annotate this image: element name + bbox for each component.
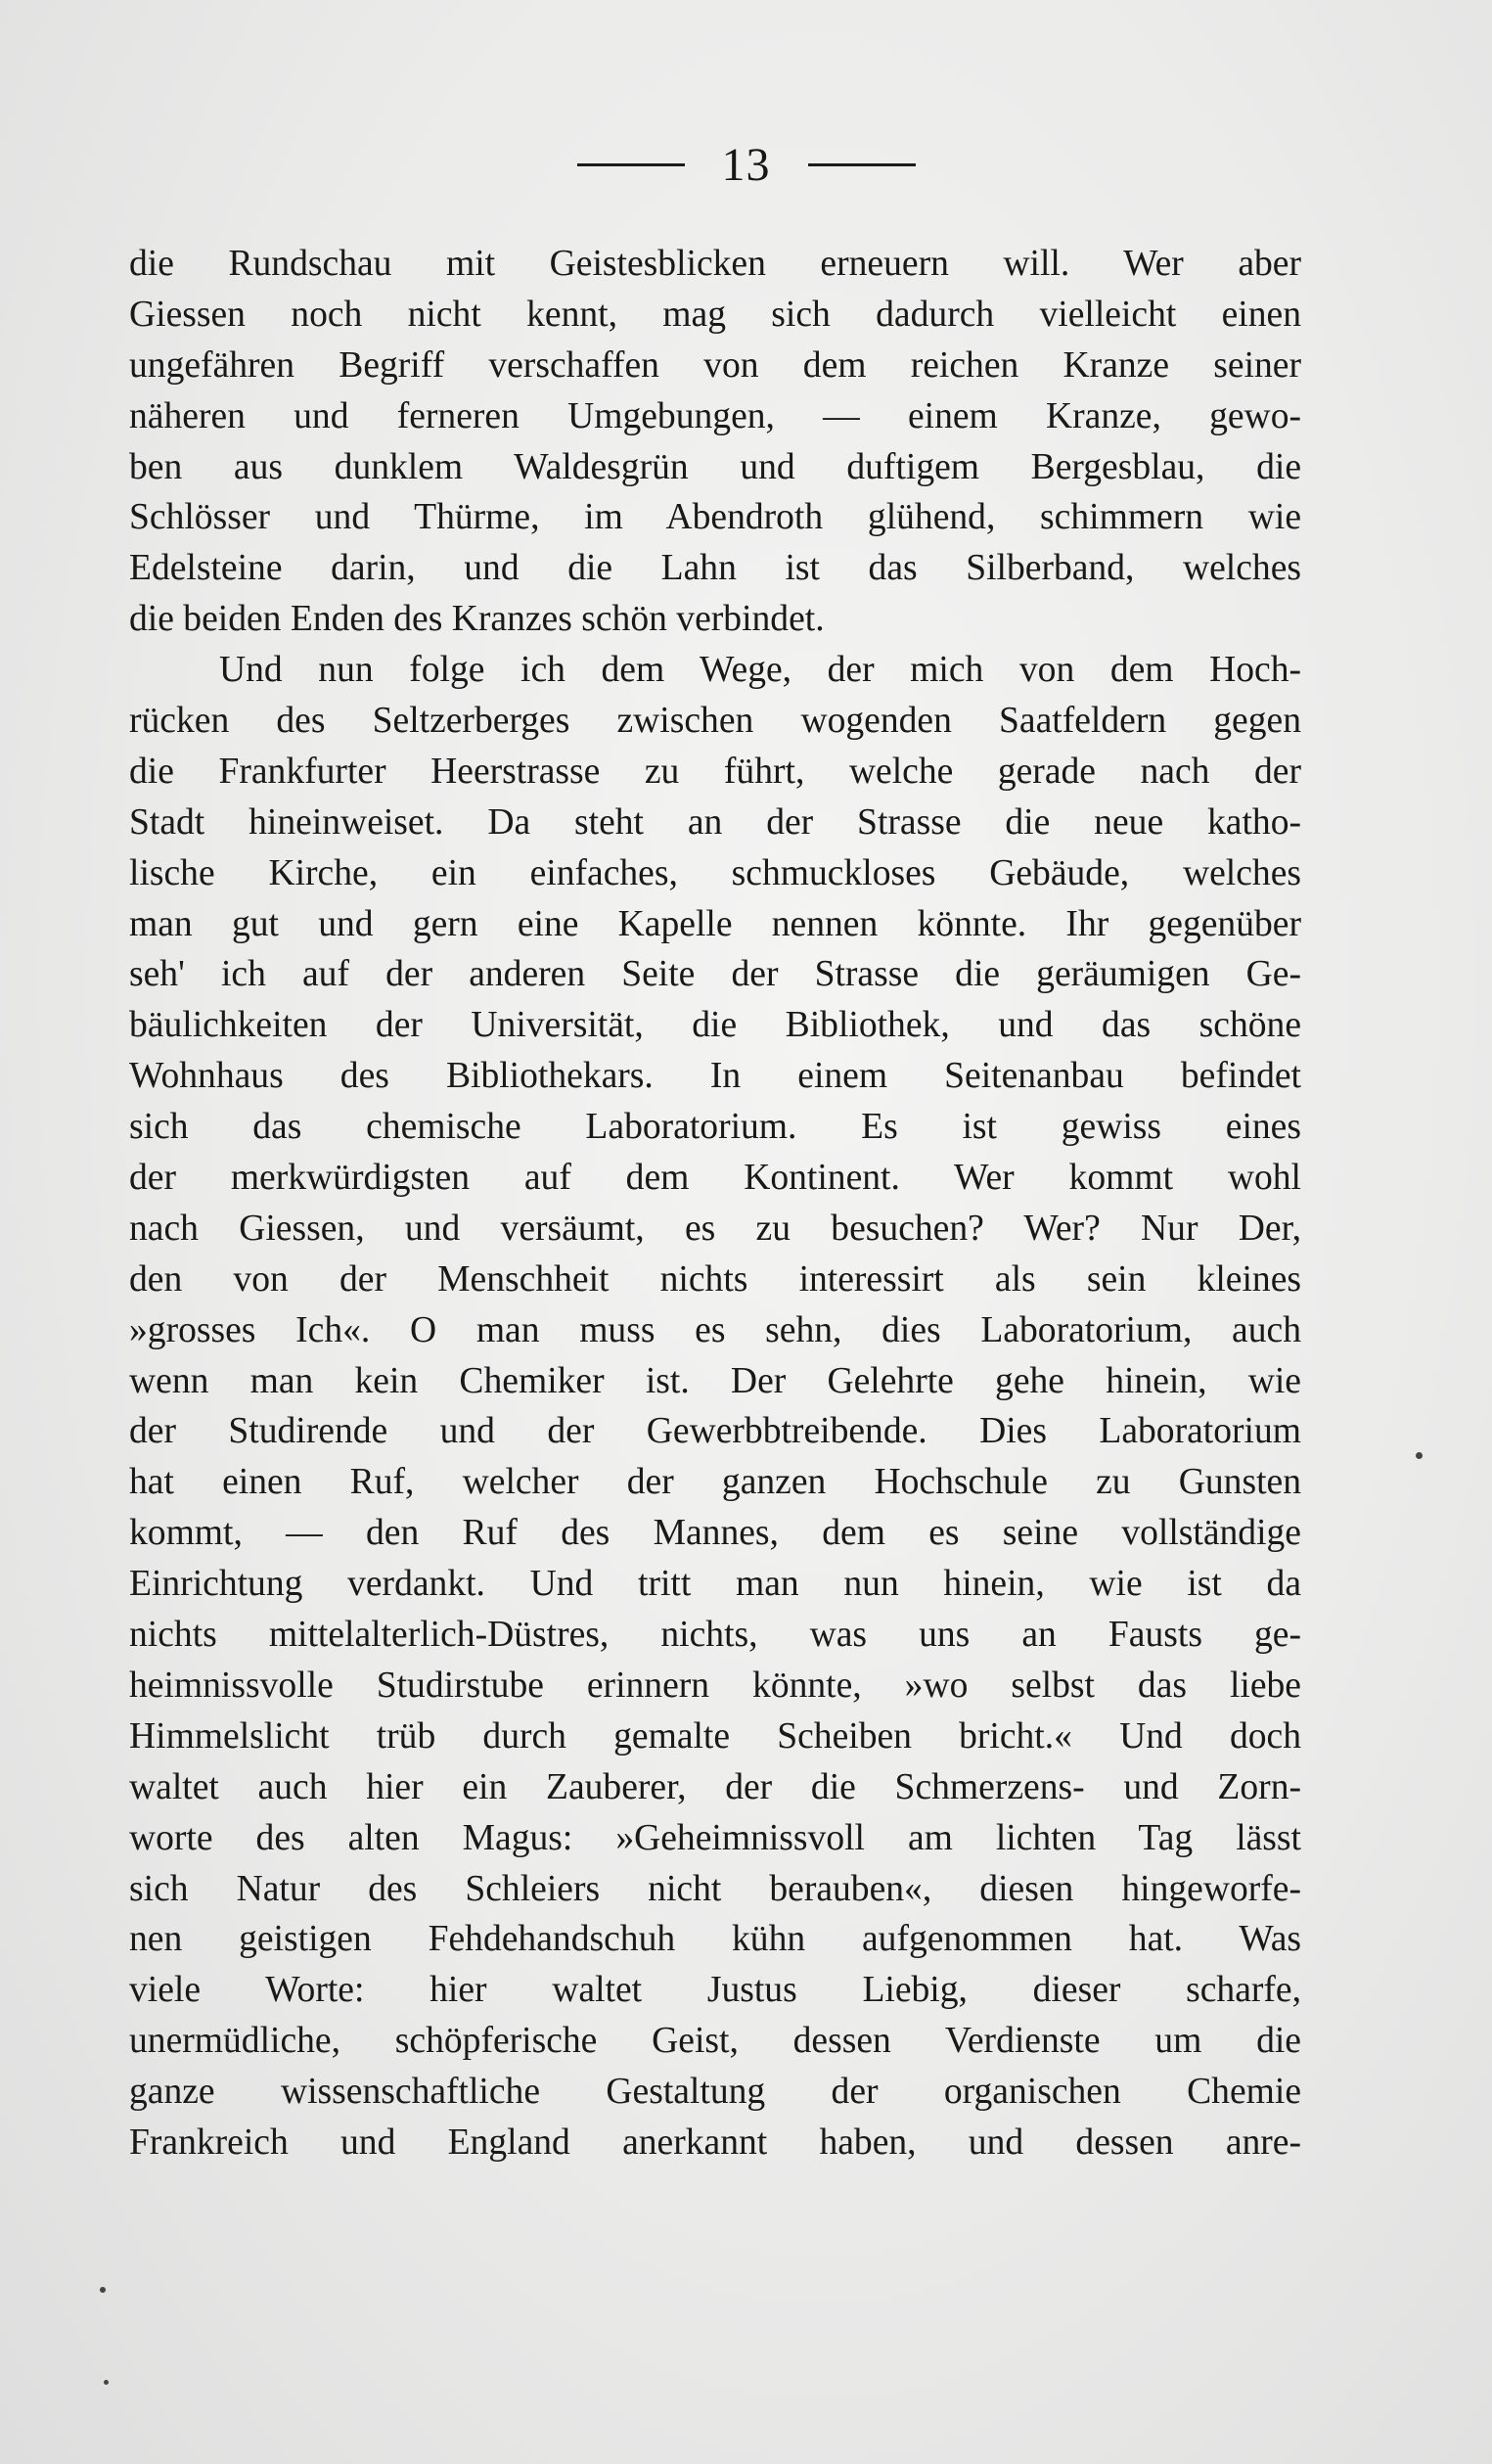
paper-speck	[100, 2287, 106, 2293]
text-line: worte des alten Magus: »Geheimnissvoll am lichten Tag lässt	[129, 1817, 1301, 1858]
text-line: nen geistigen Fehdehandschuh kühn aufgenommen hat. Was	[129, 1919, 1301, 1960]
text-line: waltet auch hier ein Zauberer, der die Schmerzens- und Zorn-	[129, 1766, 1301, 1807]
text-line: ben aus dunklem Waldesgrün und duftigem Bergesblau, die	[129, 446, 1301, 487]
text-line: Edelsteine darin, und die Lahn ist das Silberband, welches	[129, 548, 1301, 589]
text-line: hat einen Ruf, welcher der ganzen Hochschule zu Gunsten	[129, 1462, 1301, 1503]
header-rule-left	[577, 163, 685, 166]
text-line: seh' ich auf der anderen Seite der Strasse die geräumigen Ge-	[129, 954, 1301, 995]
text-line: Himmelslicht trüb durch gemalte Scheiben bricht.« Und doch	[129, 1715, 1301, 1757]
text-line: Und nun folge ich dem Wege, der mich von dem Hoch-	[219, 650, 1301, 691]
text-line: sich das chemische Laboratorium. Es ist gewiss eines	[129, 1107, 1301, 1148]
text-line: Einrichtung verdankt. Und tritt man nun hinein, wie ist da	[129, 1564, 1301, 1605]
page-number: 13	[721, 138, 771, 191]
text-line: Frankreich und England anerkannt haben, und dessen anre-	[129, 2122, 1301, 2163]
text-line: Giessen noch nicht kennt, mag sich dadurch vielleicht einen	[129, 294, 1301, 335]
text-line: kommt, — den Ruf des Mannes, dem es seine vollständige	[129, 1513, 1301, 1554]
text-line: der Studirende und der Gewerbbtreibende. Dies Laboratorium	[129, 1411, 1301, 1452]
text-line: man gut und gern eine Kapelle nennen könnte. Ihr gegenüber	[129, 903, 1301, 944]
header-rule-right	[808, 163, 916, 166]
text-line: Stadt hineinweiset. Da steht an der Strasse die neue katho-	[129, 801, 1301, 843]
paper-speck	[1416, 1452, 1423, 1459]
text-line: sich Natur des Schleiers nicht berauben«, diesen hingeworfe-	[129, 1868, 1301, 1909]
text-line: wenn man kein Chemiker ist. Der Gelehrte gehe hinein, wie	[129, 1360, 1301, 1401]
text-line: den von der Menschheit nichts interessirt als sein kleines	[129, 1258, 1301, 1300]
text-line: heimnissvolle Studirstube erinnern könnte, »wo selbst das liebe	[129, 1665, 1301, 1706]
text-line: der merkwürdigsten auf dem Kontinent. Wer kommt wohl	[129, 1158, 1301, 1199]
paper-speck	[104, 2380, 109, 2385]
text-line: lische Kirche, ein einfaches, schmuckloses Gebäude, welches	[129, 852, 1301, 893]
text-line: die Frankfurter Heerstrasse zu führt, welche gerade nach der	[129, 751, 1301, 792]
text-line: »grosses Ich«. O man muss es sehn, dies Laboratorium, auch	[129, 1309, 1301, 1350]
page-header	[0, 135, 1492, 194]
text-line: die beiden Enden des Kranzes schön verbindet.	[129, 599, 825, 640]
text-line: unermüdliche, schöpferische Geist, dessen Verdienste um die	[129, 2021, 1301, 2062]
text-line: nach Giessen, und versäumt, es zu besuchen? Wer? Nur Der,	[129, 1208, 1301, 1249]
text-line: bäulichkeiten der Universität, die Bibliothek, und das schöne	[129, 1005, 1301, 1046]
text-line: viele Worte: hier waltet Justus Liebig, dieser scharfe,	[129, 1970, 1301, 2011]
text-line: nichts mittelalterlich-Düstres, nichts, was uns an Fausts ge-	[129, 1615, 1301, 1656]
text-line: näheren und ferneren Umgebungen, — einem Kranze, gewo-	[129, 395, 1301, 436]
body-text	[129, 239, 1301, 2168]
text-line: Wohnhaus des Bibliothekars. In einem Seitenanbau befindet	[129, 1056, 1301, 1097]
text-line: ganze wissenschaftliche Gestaltung der organischen Chemie	[129, 2072, 1301, 2113]
text-line: rücken des Seltzerberges zwischen wogenden Saatfeldern gegen	[129, 701, 1301, 742]
text-line: die Rundschau mit Geistesblicken erneuern will. Wer aber	[129, 244, 1301, 284]
text-line: ungefähren Begriff verschaffen von dem reichen Kranze seiner	[129, 344, 1301, 386]
text-line: Schlösser und Thürme, im Abendroth glühend, schimmern wie	[129, 497, 1301, 538]
